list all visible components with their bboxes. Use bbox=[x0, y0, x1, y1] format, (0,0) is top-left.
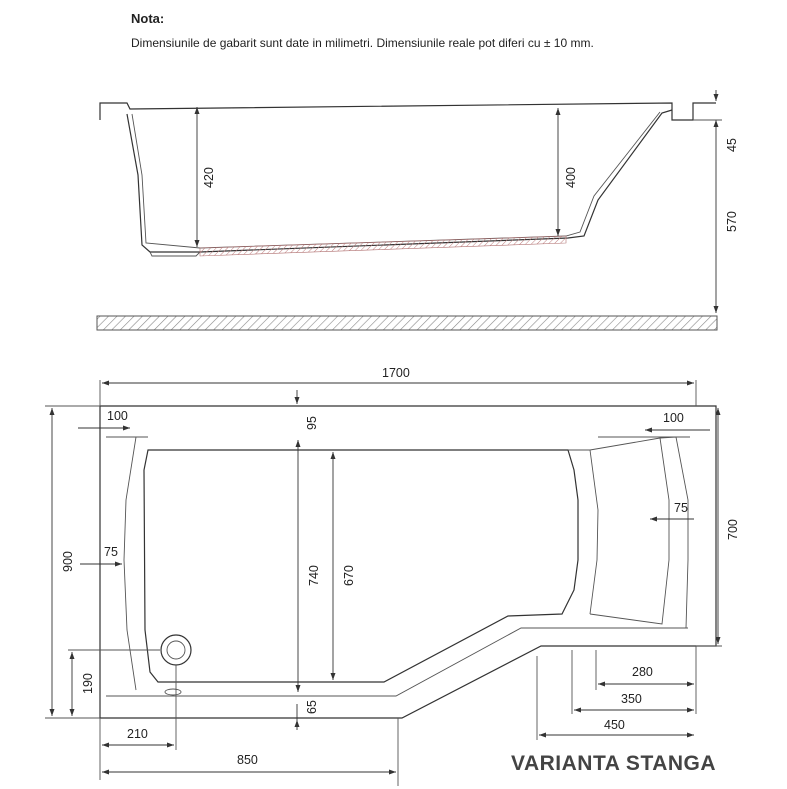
rim-height-label: 45 bbox=[725, 138, 739, 152]
depth-left-label: 420 bbox=[202, 167, 216, 188]
top-view bbox=[45, 366, 740, 786]
left-rim-curve bbox=[124, 437, 136, 690]
side-bottom-hatch bbox=[200, 236, 566, 256]
drain-inner bbox=[167, 641, 185, 659]
top-inner-basin bbox=[144, 450, 578, 682]
side-view bbox=[97, 90, 739, 330]
right-side-label: 75 bbox=[674, 501, 688, 515]
bottom-rim-label: 65 bbox=[305, 700, 319, 714]
backrest bbox=[568, 438, 669, 624]
drain-offset-label: 190 bbox=[81, 673, 95, 694]
right-width-label: 700 bbox=[726, 519, 740, 540]
left-side-label: 75 bbox=[104, 545, 118, 559]
drain-left-label: 210 bbox=[127, 727, 148, 741]
inner-width-label: 740 bbox=[307, 565, 321, 586]
note-title: Nota: bbox=[131, 11, 165, 26]
rim-right-label: 100 bbox=[663, 411, 684, 425]
variant-label: VARIANTA STANGA bbox=[511, 752, 717, 775]
inner-width-2-label: 670 bbox=[342, 565, 356, 586]
rim-left-label: 100 bbox=[107, 409, 128, 423]
note-text: Dimensiunile de gabarit sunt date in milimetri. Dimensiunile reale pot diferi cu ± 10 mm. bbox=[131, 36, 594, 50]
overflow-icon bbox=[165, 689, 181, 695]
depth-right-label: 400 bbox=[564, 167, 578, 188]
step-280-label: 280 bbox=[632, 665, 653, 679]
total-width-label: 900 bbox=[61, 551, 75, 572]
step-450-label: 450 bbox=[604, 718, 625, 732]
rim-top-label: 95 bbox=[305, 416, 319, 430]
side-outer-shell bbox=[100, 103, 716, 120]
floor-hatch bbox=[97, 316, 717, 330]
total-length-label: 1700 bbox=[382, 366, 410, 380]
top-rim-lines bbox=[106, 437, 688, 696]
step-350-label: 350 bbox=[621, 692, 642, 706]
body-height-label: 570 bbox=[725, 211, 739, 232]
drain-icon bbox=[161, 635, 191, 665]
left-length-label: 850 bbox=[237, 753, 258, 767]
top-outer-outline bbox=[100, 406, 716, 718]
